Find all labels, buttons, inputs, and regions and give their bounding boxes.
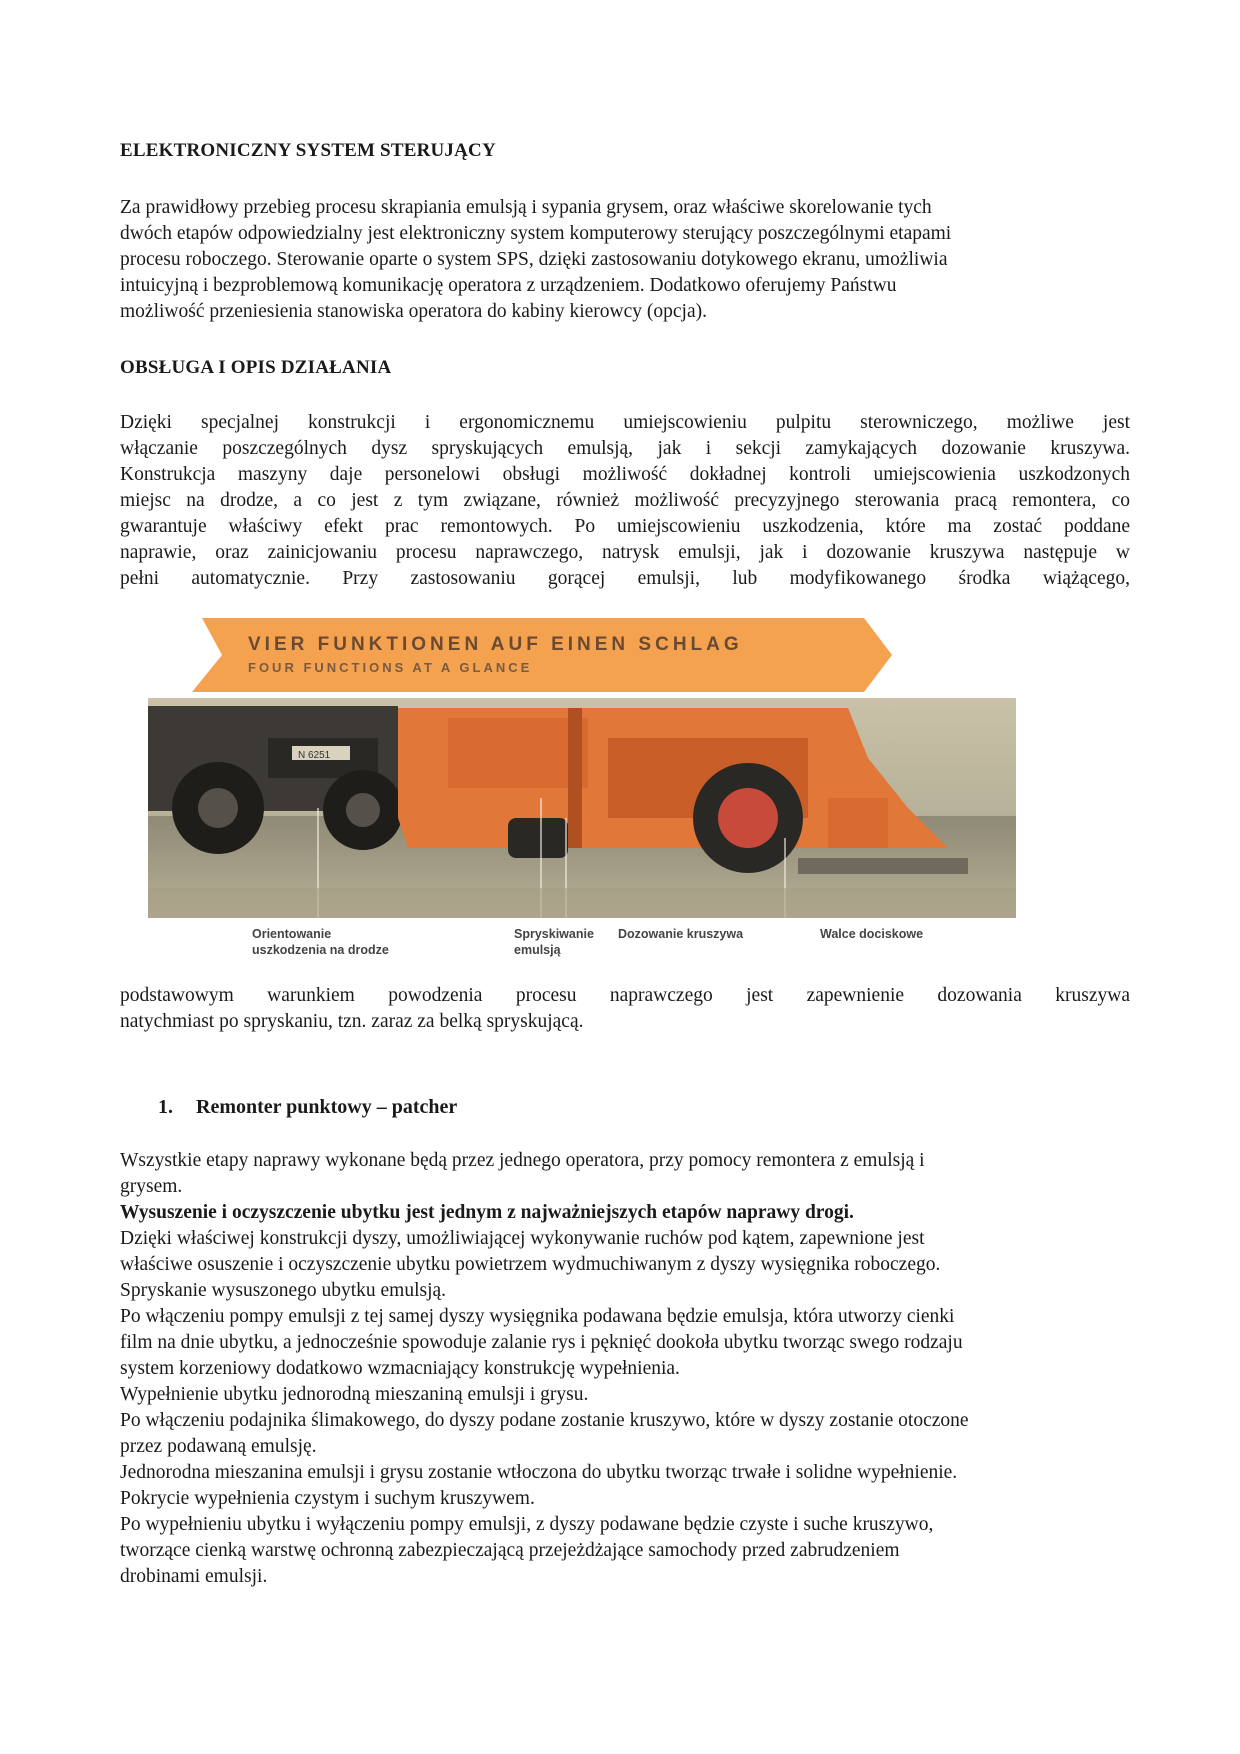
machine-photo bbox=[148, 698, 1016, 918]
caption-line: Dozowanie kruszywa bbox=[618, 927, 744, 941]
paragraph-line: grysem. bbox=[120, 1176, 183, 1197]
machine-figure bbox=[148, 614, 1028, 964]
paragraph-line: drobinami emulsji. bbox=[120, 1566, 268, 1587]
banner-title-de: VIER FUNKTIONEN AUF EINEN SCHLAG bbox=[248, 634, 743, 655]
paragraph-line: gwarantuje właściwy efekt prac remontowych. Po umiejscowieniu uszkodzenia, które ma zostać poddane bbox=[120, 516, 1130, 537]
paragraph-line: naprawie, oraz zainicjowaniu procesu naprawczego, natrysk emulsji, jak i dozowanie kruszywa następuje w bbox=[120, 542, 1130, 563]
numbered-heading-patcher bbox=[158, 1096, 457, 1119]
paragraph-line: Za prawidłowy przebieg procesu skrapiania emulsją i sypania grysem, oraz właściwe skorelowanie tych bbox=[120, 197, 932, 218]
paragraph-line: natychmiast po spryskaniu, tzn. zaraz za belką spryskującą. bbox=[120, 1011, 584, 1032]
paragraph-line: Konstrukcja maszyny daje personelowi obsługi możliwość dokładnej kontroli umiejscowienia uszkodzonych bbox=[120, 464, 1130, 485]
paragraph-line: tworzące cienką warstwę ochronną zabezpieczającą przejeżdżające samochody przed zabrudzeniem bbox=[120, 1540, 900, 1561]
paragraph-line: Wypełnienie ubytku jednorodną mieszaniną emulsji i grysu. bbox=[120, 1384, 589, 1405]
caption-spraying bbox=[514, 926, 594, 958]
caption-dosing bbox=[618, 926, 743, 942]
truck-plate: N 6251 bbox=[298, 750, 331, 761]
heading-text: Remonter punktowy – patcher bbox=[196, 1096, 458, 1118]
caption-line: Walce dociskowe bbox=[820, 927, 924, 941]
paragraph-operation bbox=[120, 410, 1130, 592]
paragraph-line: system korzeniowy dodatkowo wzmacniający konstrukcję wypełnienia. bbox=[120, 1358, 680, 1379]
paragraph-line: film na dnie ubytku, a jednocześnie spowoduje zalanie rys i pęknięć dookoła ubytku tworząc swego rodzaju bbox=[120, 1332, 963, 1353]
paragraph-line: podstawowym warunkiem powodzenia procesu naprawczego jest zapewnienie dozowania kruszywa bbox=[120, 985, 1130, 1006]
paragraph-line: Spryskanie wysuszonego ubytku emulsją. bbox=[120, 1280, 447, 1301]
paragraph-line: pełni automatycznie. Przy zastosowaniu gorącej emulsji, lub modyfikowanego środka wiążącego, bbox=[120, 568, 1130, 589]
paragraph-continuation bbox=[120, 983, 1130, 1035]
caption-orientation bbox=[252, 926, 389, 958]
paragraph-line: Wszystkie etapy naprawy wykonane będą przez jednego operatora, przy pomocy remontera z emulsją i bbox=[120, 1150, 925, 1171]
paragraph-line: Dzięki właściwej konstrukcji dyszy, umożliwiającej wykonywanie ruchów pod kątem, zapewnione jest bbox=[120, 1228, 925, 1249]
paragraph-line: Jednorodna mieszanina emulsji i grysu zostanie wtłoczona do ubytku tworząc trwałe i solidne wypełnienie. bbox=[120, 1462, 958, 1483]
paragraph-line: przez podawaną emulsję. bbox=[120, 1436, 317, 1457]
paragraph-line: dwóch etapów odpowiedzialny jest elektroniczny system komputerowy sterujący poszczególnymi etapami bbox=[120, 223, 952, 244]
paragraph-line: Dzięki specjalnej konstrukcji i ergonomicznemu umiejscowieniu pulpitu sterowniczego, możliwe jest bbox=[120, 412, 1130, 433]
paragraph-line: możliwość przeniesienia stanowiska operatora do kabiny kierowcy (opcja). bbox=[120, 301, 707, 322]
section-heading-operation: OBSŁUGA I OPIS DZIAŁANIA bbox=[120, 357, 392, 378]
section-heading-system: ELEKTRONICZNY SYSTEM STERUJĄCY bbox=[120, 140, 496, 161]
paragraph-line: właściwe osuszenie i oczyszczenie ubytku powietrzem wydmuchiwanym z dyszy wysięgnika roboczego. bbox=[120, 1254, 941, 1275]
caption-line: Orientowanie uszkodzenia na drodze bbox=[252, 927, 389, 957]
paragraph-line: intuicyjną i bezproblemową komunikację operatora z urządzeniem. Dodatkowo oferujemy Państwu bbox=[120, 275, 897, 296]
paragraph-line: miejsc na drodze, a co jest z tym związane, również możliwość precyzyjnego sterowania pracą remontera, co bbox=[120, 490, 1130, 511]
caption-line: Spryskiwanie emulsją bbox=[514, 927, 594, 957]
heading-number: 1. bbox=[158, 1096, 173, 1118]
step-heading-line: Wysuszenie i oczyszczenie ubytku jest jednym z najważniejszych etapów naprawy drogi. bbox=[120, 1202, 854, 1223]
caption-rollers bbox=[820, 926, 923, 942]
paragraph-system bbox=[120, 195, 1130, 325]
paragraph-line: procesu roboczego. Sterowanie oparte o system SPS, dzięki zastosowaniu dotykowego ekranu, umożliwia bbox=[120, 249, 948, 270]
paragraph-line: Po wypełnieniu ubytku i wyłączeniu pompy emulsji, z dyszy podawane będzie czyste i suche kruszywo, bbox=[120, 1514, 934, 1535]
paragraph-patcher-steps bbox=[120, 1148, 1130, 1590]
paragraph-line: Po włączeniu pompy emulsji z tej samej dyszy wysięgnika podawana będzie emulsja, która utworzy cienki bbox=[120, 1306, 955, 1327]
paragraph-line: Pokrycie wypełnienia czystym i suchym kruszywem. bbox=[120, 1488, 535, 1509]
banner-title-en: FOUR FUNCTIONS AT A GLANCE bbox=[248, 660, 533, 675]
paragraph-line: włączanie poszczególnych dysz spryskujących emulsją, jak i sekcji zamykających dozowanie kruszywa. bbox=[120, 438, 1130, 459]
paragraph-line: Po włączeniu podajnika ślimakowego, do dyszy podane zostanie kruszywo, które w dyszy zostanie otoczone bbox=[120, 1410, 969, 1431]
